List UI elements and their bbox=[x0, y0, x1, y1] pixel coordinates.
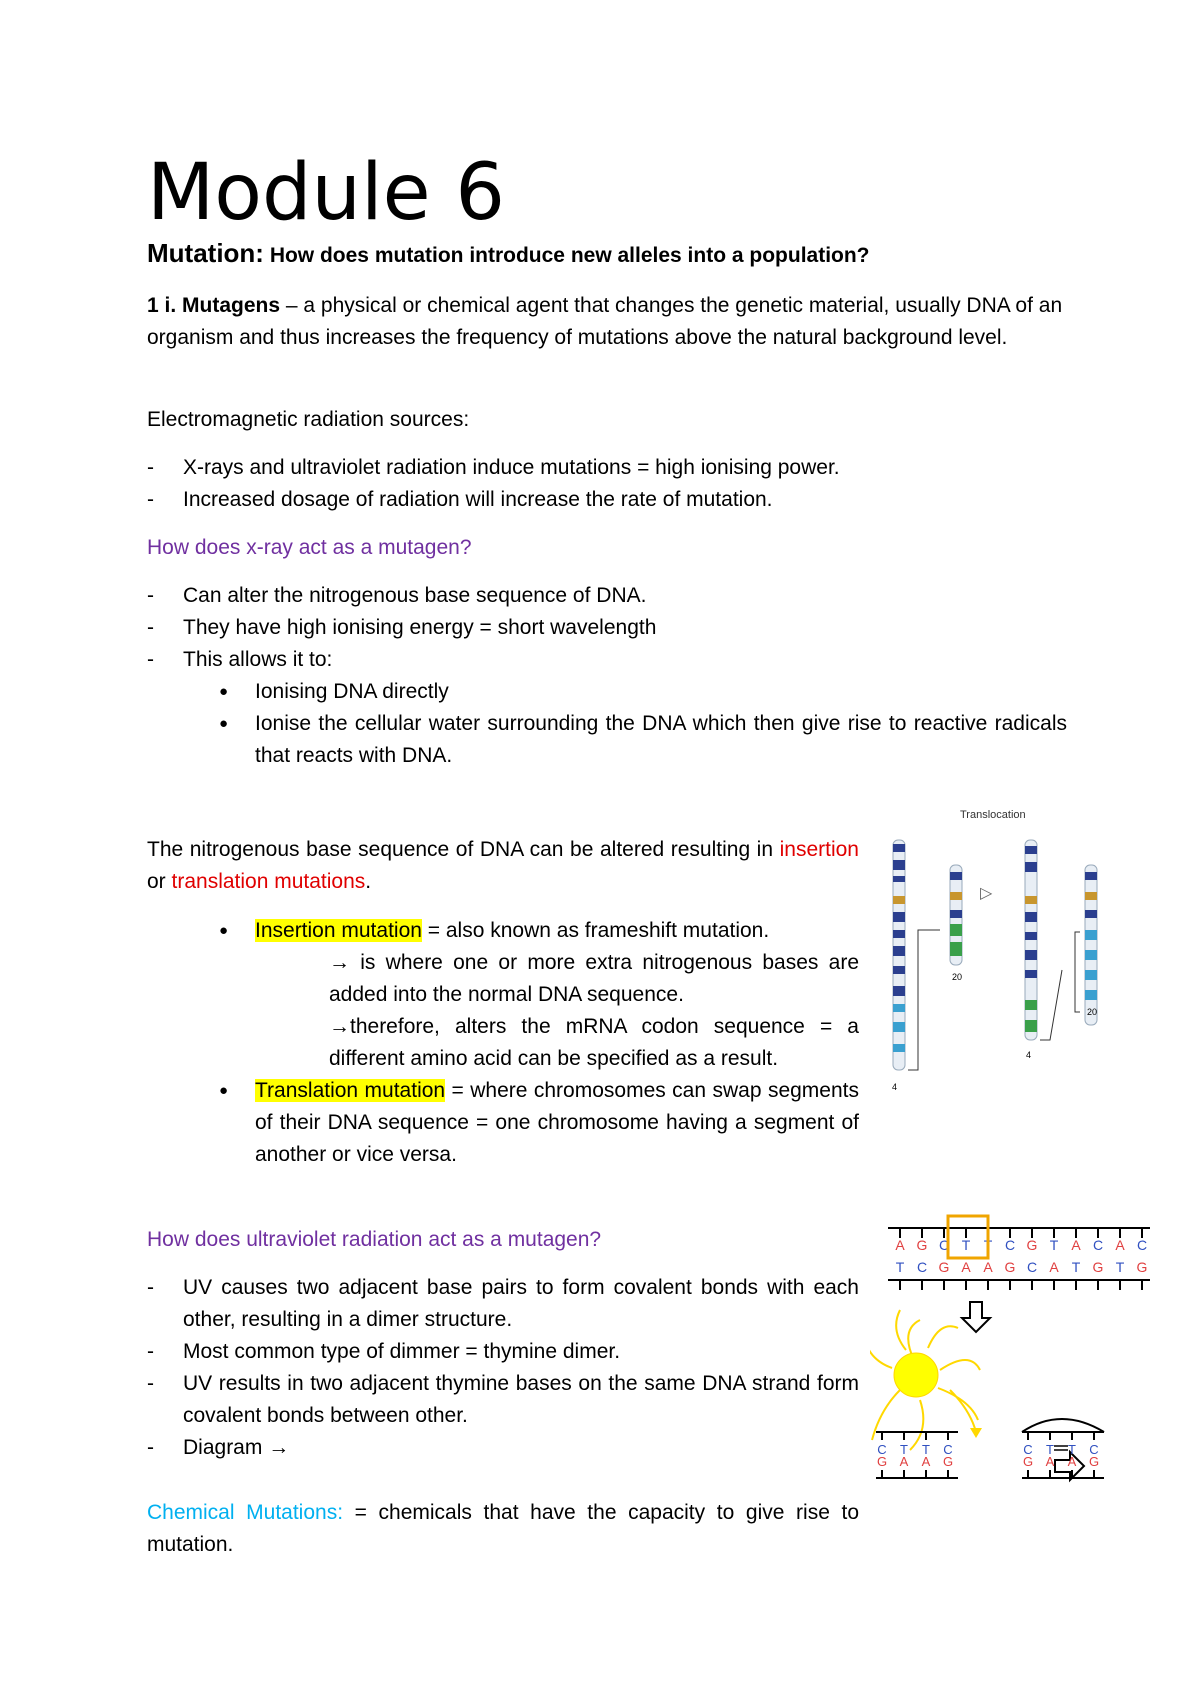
insertion-intro: The nitrogenous base sequence of DNA can be altered resulting in insertion or translation mutations. bbox=[147, 838, 859, 893]
sub-list-item: ● Ionising DNA directly bbox=[219, 680, 449, 703]
small-right-bottom-base-1: A bbox=[1045, 1454, 1055, 1469]
bottom-base-9: G bbox=[1092, 1259, 1104, 1275]
sub-list-item: ● Ionise the cellular water surrounding the DNA which then give rise to reactive radicals that reacts with DNA. bbox=[219, 712, 1067, 767]
dimer-bond bbox=[1022, 1419, 1104, 1432]
sun-icon bbox=[870, 1310, 980, 1450]
top-base-4: T bbox=[983, 1237, 993, 1253]
top-base-9: C bbox=[1092, 1237, 1104, 1253]
top-base-2: C bbox=[938, 1237, 950, 1253]
mutation-types-list bbox=[147, 915, 859, 1171]
list-item: ● Insertion mutation = also known as frameshift mutation. bbox=[219, 919, 770, 942]
mutagens-label: 1 i. Mutagens bbox=[147, 294, 281, 317]
top-base-6: G bbox=[1026, 1237, 1038, 1253]
insertion-mutation-label: Insertion mutation bbox=[255, 919, 422, 942]
list-item: - UV causes two adjacent base pairs to form covalent bonds with each other, resulting in a dimer structure. bbox=[147, 1276, 859, 1331]
figure-title: Translocation bbox=[960, 809, 1026, 821]
chromosome-label-20b: 20 bbox=[1087, 1007, 1098, 1017]
top-base-11: C bbox=[1136, 1237, 1148, 1253]
bottom-base-0: T bbox=[895, 1259, 905, 1275]
bottom-base-1: C bbox=[916, 1259, 928, 1275]
insertion-detail-1: → is where one or more extra nitrogenous bases are added into the normal DNA sequence. bbox=[329, 951, 859, 1006]
bottom-base-10: T bbox=[1115, 1259, 1125, 1275]
small-left-top-base-1: T bbox=[900, 1442, 908, 1457]
heading-question: How does mutation introduce new alleles into a population? bbox=[269, 244, 870, 267]
insertion-detail-2: →therefore, alters the mRNA codon sequence = a different amino acid can be specified as a result. bbox=[329, 1015, 859, 1070]
bottom-base-4: A bbox=[983, 1259, 993, 1275]
top-base-5: C bbox=[1004, 1237, 1016, 1253]
bottom-base-11: G bbox=[1136, 1259, 1148, 1275]
list-item: - Can alter the nitrogenous base sequence of DNA. bbox=[147, 584, 647, 607]
derivative-chromosome-20 bbox=[1085, 865, 1097, 1025]
small-right-bottom-base-2: A bbox=[1067, 1454, 1077, 1469]
bottom-base-2: G bbox=[938, 1259, 950, 1275]
list-item: - Increased dosage of radiation will increase the rate of mutation. bbox=[147, 488, 773, 511]
xray-list bbox=[147, 580, 1067, 772]
bottom-base-6: C bbox=[1026, 1259, 1038, 1275]
top-base-7: T bbox=[1049, 1237, 1059, 1253]
chemical-mutations: Chemical Mutations: = chemicals that have the capacity to give rise to mutation. bbox=[147, 1501, 859, 1556]
small-right-top-base-1: T bbox=[1046, 1442, 1054, 1457]
small-right-bottom-base-0: G bbox=[1022, 1454, 1034, 1469]
small-right-top-base-0: C bbox=[1023, 1442, 1033, 1457]
uv-question: How does ultraviolet radiation act as a mutagen? bbox=[147, 1228, 602, 1251]
em-sources-list bbox=[147, 452, 1067, 516]
uv-dimer-figure bbox=[870, 1210, 1190, 1500]
page-title: Module 6 bbox=[147, 148, 506, 238]
chromosome-4 bbox=[893, 840, 905, 1070]
small-left-bottom-base-3: G bbox=[942, 1454, 954, 1469]
list-item: - Most common type of dimmer = thymine dimer. bbox=[147, 1340, 621, 1363]
small-right-bottom-base-3: G bbox=[1088, 1454, 1100, 1469]
chemical-label: Chemical Mutations: bbox=[147, 1501, 344, 1524]
translation-mutation-label: Translation mutation bbox=[255, 1079, 446, 1102]
dna-top-strand bbox=[895, 1228, 1147, 1253]
small-left-bottom-base-1: A bbox=[899, 1454, 909, 1469]
list-item: - This allows it to: bbox=[147, 648, 333, 671]
down-arrow-icon bbox=[962, 1302, 990, 1332]
chromosome-20 bbox=[950, 865, 962, 965]
mutagens-paragraph bbox=[147, 290, 1067, 354]
small-left-top-base-3: C bbox=[943, 1442, 953, 1457]
top-base-0: A bbox=[895, 1237, 905, 1253]
derivative-chromosome-4 bbox=[1025, 840, 1037, 1040]
main-heading bbox=[147, 238, 1067, 269]
list-item: - UV results in two adjacent thymine bases on the same DNA strand form covalent bonds between other. bbox=[147, 1372, 859, 1427]
uv-list bbox=[147, 1272, 859, 1464]
list-item: ● Translation mutation = where chromosomes can swap segments of their DNA sequence = one chromosome having a segment of another or vice versa. bbox=[219, 1079, 859, 1166]
top-base-1: G bbox=[916, 1237, 928, 1253]
heading-label: Mutation: bbox=[147, 238, 264, 268]
chromosome-label-20: 20 bbox=[952, 972, 963, 982]
em-sources-heading: Electromagnetic radiation sources: bbox=[147, 408, 470, 431]
bottom-base-3: A bbox=[961, 1259, 971, 1275]
small-left-top-base-0: C bbox=[877, 1442, 887, 1457]
translation-term: translation mutations bbox=[171, 870, 366, 893]
dna-bottom-strand bbox=[896, 1259, 1148, 1290]
xray-question: How does x-ray act as a mutagen? bbox=[147, 536, 472, 559]
small-right-top-base-3: C bbox=[1089, 1442, 1099, 1457]
small-left-top-base-2: T bbox=[922, 1442, 930, 1457]
translocation-figure bbox=[880, 800, 1140, 1100]
small-right-top-base-2: T bbox=[1068, 1442, 1076, 1457]
top-base-10: A bbox=[1115, 1237, 1125, 1253]
chromosome-label-4: 4 bbox=[892, 1082, 898, 1092]
top-base-3: T bbox=[961, 1237, 971, 1253]
dna-before-dimer bbox=[876, 1432, 958, 1478]
list-item: - Diagram → bbox=[147, 1436, 290, 1459]
mutagens-definition: – a physical or chemical agent that changes the genetic material, usually DNA of an organism and thus increases the frequency of mutations above the natural background level. bbox=[147, 294, 1063, 349]
small-left-bottom-base-0: G bbox=[876, 1454, 888, 1469]
list-item: - They have high ionising energy = short wavelength bbox=[147, 616, 657, 639]
chromosome-label-4b: 4 bbox=[1026, 1050, 1032, 1060]
arrow-icon: ▷ bbox=[980, 885, 993, 902]
top-base-8: A bbox=[1071, 1237, 1081, 1253]
insertion-term: insertion bbox=[779, 838, 859, 861]
bottom-base-5: G bbox=[1004, 1259, 1016, 1275]
small-left-bottom-base-2: A bbox=[921, 1454, 931, 1469]
bottom-base-8: T bbox=[1071, 1259, 1081, 1275]
list-item: - X-rays and ultraviolet radiation induce mutations = high ionising power. bbox=[147, 456, 840, 479]
bottom-base-7: A bbox=[1049, 1259, 1059, 1275]
